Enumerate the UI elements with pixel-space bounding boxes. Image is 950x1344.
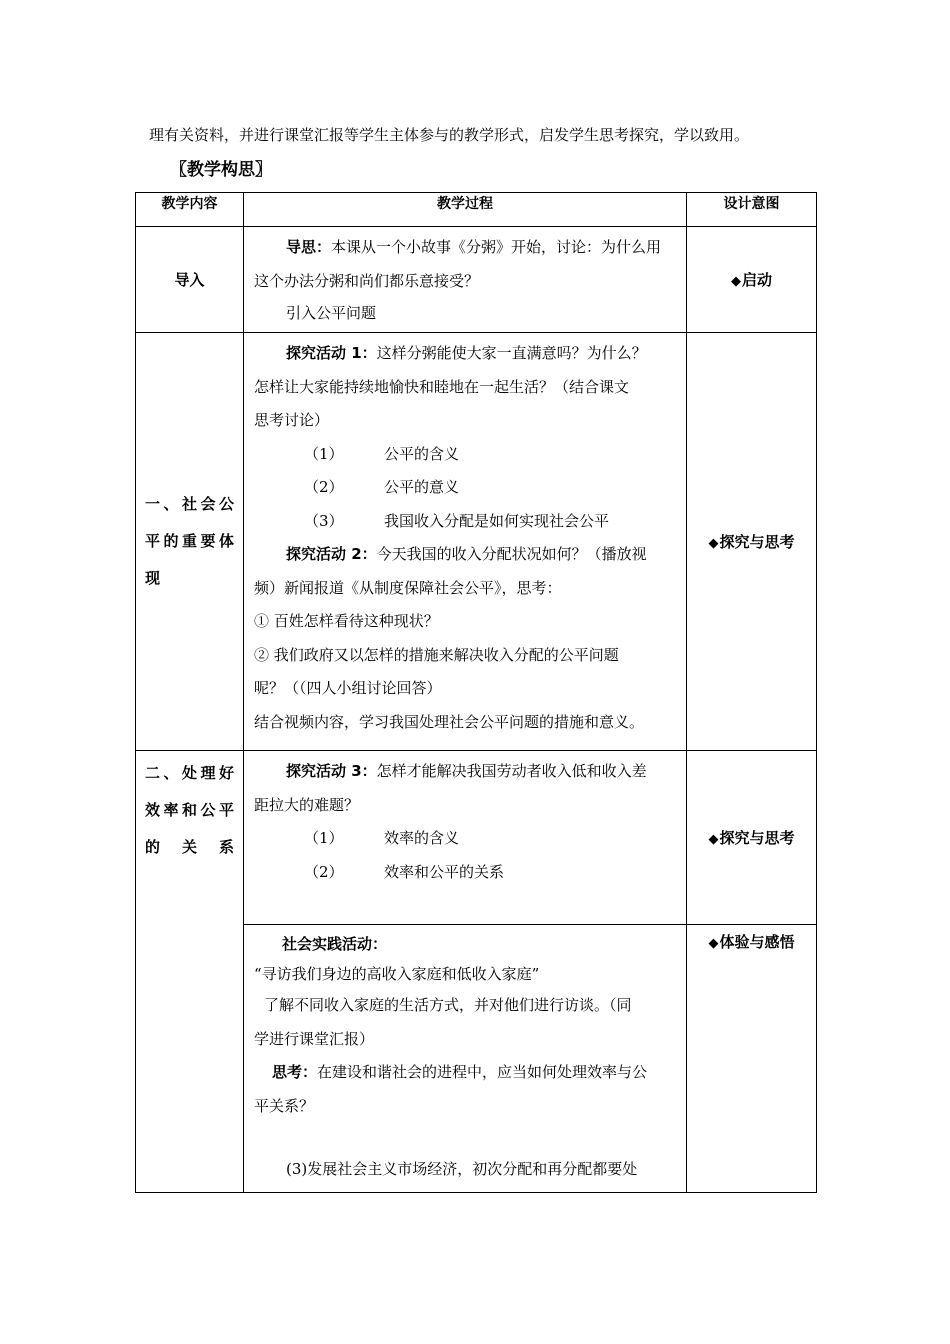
activity2-line1: 探究活动 2：今天我国的收入分配状况如何？（播放视	[286, 545, 647, 563]
row1-content: 导入	[136, 227, 244, 333]
row4-process	[244, 925, 687, 1193]
question-2-line2: 呢？（（四人小组讨论回答）	[254, 679, 442, 697]
activity1-line1: 探究活动 1：这样分粥能使大家一直满意吗？为什么？	[286, 344, 647, 362]
table-header-row	[136, 193, 817, 227]
row1-intent: ◆启动	[687, 227, 817, 333]
table-row-intro	[136, 227, 817, 333]
row1-line3: 引入公平问题	[286, 304, 377, 322]
practice-line2: 学进行课堂汇报）	[254, 1029, 375, 1048]
practice-label: 社会实践活动：	[282, 935, 388, 953]
section-heading: 〖教学构思〗	[170, 160, 272, 180]
row2-content: 一、社会公平的重要体现	[136, 333, 244, 751]
diamond-bullet-icon: ◆	[708, 832, 719, 847]
diamond-bullet-icon: ◆	[708, 536, 719, 551]
list-item: （1） 公平的含义	[304, 444, 460, 463]
activity3-line2: 距拉大的难题？	[254, 795, 360, 814]
list-item: （2） 公平的意义	[304, 478, 460, 496]
row1-line1: 导思：本课从一个小故事《分粥》开始，讨论：为什么用	[286, 238, 662, 256]
diamond-bullet-icon: ◆	[730, 274, 741, 289]
question-2-line1: ② 我们政府又以怎样的措施来解决收入分配的公平问题	[254, 645, 619, 664]
think-line1: 思考：在建设和谐社会的进程中，应当如何处理效率与公	[272, 1063, 648, 1081]
summary-line: 结合视频内容，学习我国处理社会公平问题的措施和意义。	[254, 712, 645, 731]
point-3: (3)发展社会主义市场经济，初次分配和再分配都要处	[286, 1160, 638, 1178]
header-process: 教学过程	[244, 193, 687, 227]
row2-intent: ◆探究与思考	[687, 333, 817, 751]
table-row-fairness	[136, 333, 817, 751]
row4-intent: ◆体验与感悟	[687, 925, 817, 1193]
row2-process	[244, 333, 687, 751]
header-content: 教学内容	[136, 193, 244, 227]
question-1: ① 百姓怎样看待这种现状？	[254, 612, 439, 630]
table-row-efficiency	[136, 751, 817, 925]
list-item: （3） 我国收入分配是如何实现社会公平	[304, 511, 610, 530]
row3-intent: ◆探究与思考	[687, 751, 817, 925]
row3-content: 二、处理好效率和公平的关系	[136, 751, 244, 1193]
think-line2: 平关系？	[254, 1096, 315, 1115]
row3-process	[244, 751, 687, 925]
activity1-line3: 思考讨论）	[254, 411, 330, 429]
header-intent: 设计意图	[687, 193, 817, 227]
intro-paragraph: 理有关资料，并进行课堂汇报等学生主体参与的教学形式，启发学生思考探究，学以致用。	[149, 126, 750, 144]
list-item: （1） 效率的含义	[304, 829, 460, 847]
activity3-line1: 探究活动 3：怎样才能解决我国劳动者收入低和收入差	[286, 762, 647, 780]
row1-process	[244, 227, 687, 333]
teaching-plan-table	[135, 192, 817, 1193]
activity1-line2: 怎样让大家能持续地愉快和睦地在一起生活？（结合课文	[254, 377, 630, 396]
practice-line1: 了解不同收入家庭的生活方式，并对他们进行访谈。（同	[264, 996, 632, 1014]
activity2-line2: 频）新闻报道《从制度保障社会公平》，思考：	[254, 578, 562, 597]
practice-title: “寻访我们身边的高收入家庭和低收入家庭”	[254, 965, 540, 983]
row1-line2: 这个办法分粥和尚们都乐意接受？	[254, 271, 480, 290]
list-item: （2） 效率和公平的关系	[304, 862, 505, 881]
diamond-bullet-icon: ◆	[708, 936, 719, 951]
